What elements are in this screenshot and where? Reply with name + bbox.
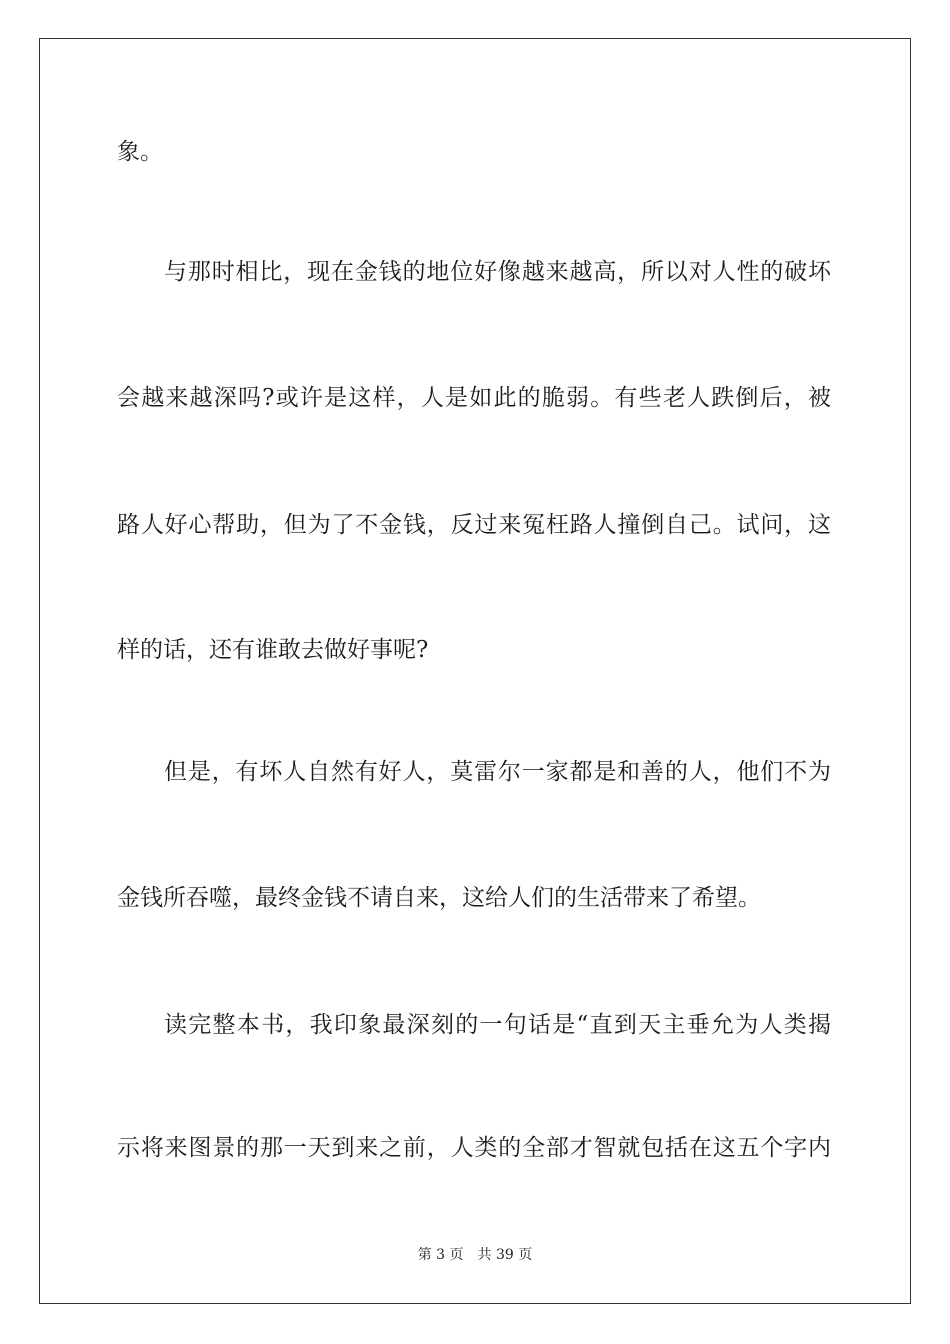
text-line-8: 读完整本书，我印象最深刻的一句话是“直到天主垂允为人类揭	[164, 1012, 831, 1038]
text-line-4: 路人好心帮助，但为了不金钱，反过来冤枉路人撞倒自己。试问，这	[117, 512, 831, 538]
text-line-9: 示将来图景的那一天到来之前，人类的全部才智就包括在这五个字内	[117, 1135, 831, 1161]
page-footer	[0, 1246, 950, 1264]
total-pages: 共 39 页	[477, 1247, 533, 1263]
page-number: 第 3 页	[417, 1247, 464, 1263]
text-line-1: 象。	[117, 139, 163, 165]
text-line-5: 样的话，还有谁敢去做好事呢?	[117, 637, 429, 663]
text-line-3: 会越来越深吗?或许是这样，人是如此的脆弱。有些老人跌倒后，被	[117, 385, 831, 411]
text-line-7: 金钱所吞噬，最终金钱不请自来，这给人们的生活带来了希望。	[117, 885, 761, 911]
page-border	[39, 38, 911, 1304]
text-line-6: 但是，有坏人自然有好人，莫雷尔一家都是和善的人，他们不为	[164, 759, 831, 785]
text-line-2: 与那时相比，现在金钱的地位好像越来越高，所以对人性的破坏	[164, 259, 831, 285]
